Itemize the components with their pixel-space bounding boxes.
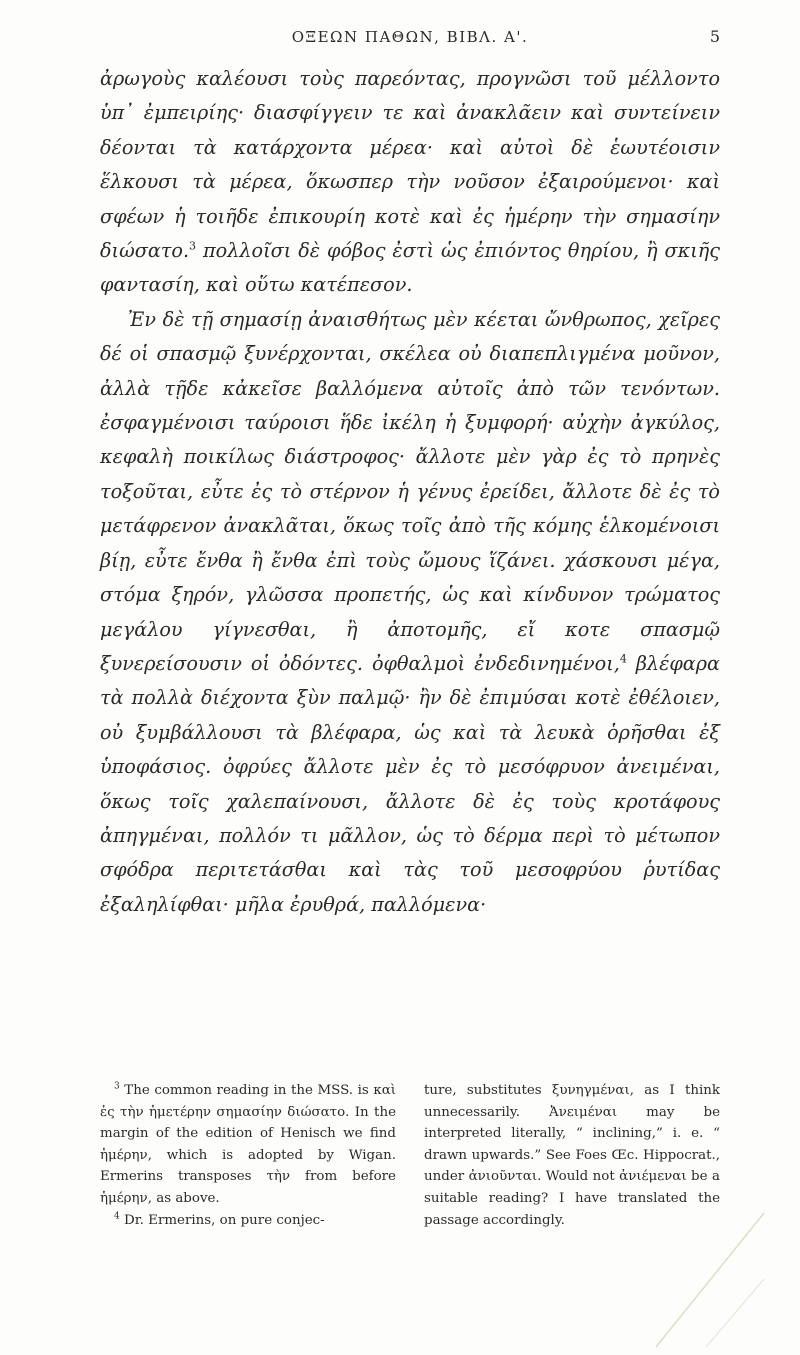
- paragraph-1-tail: πολλοῖσι δὲ φόβος ἐστὶ ὡς ἐπιόντος θηρίου, ἢ σκιῆς φαντασίη, καὶ οὕτω κατέπεσον.: [100, 239, 720, 297]
- page-corner-pencil-mark: [646, 1209, 766, 1349]
- running-title: ΟΞΕΩΝ ΠΑΘΩΝ, ΒΙΒΛ. Α'.: [291, 28, 529, 46]
- paragraph-2: [100, 303, 720, 922]
- footnote-ref-3[interactable]: 3: [189, 239, 197, 253]
- paragraph-2-text-a: Ἐν δὲ τῇ σημασίῃ ἀναισθήτως μὲν κέεται ὤνθρωπος, χεῖρες δέ οἱ σπασμῷ ξυνέρχονται, σκέλεα οὐ διαπεπλιγμένα μοῦνον, ἀλλὰ τῇδε κἀκεῖσε βαλλόμενα αὐτοῖς ἀπὸ τῶν τενόντων. ἐσφαγμένοισι ταύροισι ἥδε ἰκέλη ἡ ξυμφορή· αὐχὴν ἀγκύλος, κεφαλὴ ποικίλως διάστροφος· ἄλλοτε μὲν γὰρ ἐς τὸ πρηνὲς τοξοῦται, εὖτε ἐς τὸ στέρνον ἡ γένυς ἐρείδει, ἄλλοτε δὲ ἐς τὸ μετάφρενον ἀνακλᾶται, ὅκως τοῖς ἀπὸ τῆς κόμης ἑλκομένοισι βίῃ, εὖτε ἔνθα ἢ ἔνθα ἐπὶ τοὺς ὤμους ἵζάνει. χάσκουσι μέγα, στόμα ξηρόν, γλῶσσα προπετής, ὡς καὶ κίνδυνον τρώματος μεγάλου γίγνεσθαι, ἢ ἀποτομῆς, εἴ κοτε σπασμῷ ξυνερείσουσιν οἱ ὀδόντες. ὀφθαλμοὶ ἐνδεδινημένοι,: [100, 307, 720, 675]
- footnote-4-text-end: ture, substitutes ξυνηγμέναι, as I think unnecessarily. Ἀνειμέναι may be interpreted literally, “ inclining,” i. e. “ drawn upwards.” See Foes Œc. Hippocrat., under ἀνιοῦνται. Would not ἀνιέμεναι be a suitable reading? I have translated the passage accordingly.: [424, 1083, 720, 1228]
- footnotes: [100, 1080, 720, 1231]
- footnote-4-text-start: Dr. Ermerins, on pure conjec-: [119, 1212, 325, 1228]
- running-head: [100, 22, 720, 54]
- footnote-3-number: 3: [114, 1081, 120, 1092]
- paragraph-2-text-b: βλέφαρα τὰ πολλὰ διέχοντα ξὺν παλμῷ· ἢν δὲ ἐπιμύσαι κοτὲ ἐθέλοιεν, οὐ ξυμβάλλουσι τὰ βλέφαρα, ὡς καὶ τὰ λευκὰ ὁρῆσθαι ἐξ ὑποφάσιος. ὀφρύες ἄλλοτε μὲν ἐς τὸ μεσόφρυον ἀνειμέναι, ὅκως τοῖς χαλεπαίνουσι, ἄλλοτε δὲ ἐς τοὺς κροτάφους ἀπηγμέναι, πολλόν τι μᾶλλον, ὡς τὸ δέρμα περὶ τὸ μέτωπον σφόδρα περιτετάσθαι καὶ τὰς τοῦ μεσοφρύου ῥυτίδας ἐξαληλίφθαι· μῆλα ἐρυθρά, παλλόμενα·: [100, 651, 721, 916]
- page-number: 5: [709, 27, 720, 46]
- footnote-4-number: 4: [114, 1211, 120, 1222]
- footnote-3: [100, 1080, 396, 1210]
- footnotes-left-column: [100, 1080, 396, 1231]
- paragraph-1: [100, 62, 720, 303]
- main-text: [100, 62, 720, 922]
- footnote-4: [100, 1210, 396, 1232]
- paragraph-1-text: ἀρωγοὺς καλέουσι τοὺς παρεόντας, προγνῶσι τοῦ μέλλοντο ὑπ᾿ ἐμπειρίης· διασφίγγειν τε καὶ ἀνακλᾶειν καὶ συντείνειν δέονται τὰ κατάρχοντα μέρεα· καὶ αὐτοὶ δὲ ἑωυτέοισιν ἕλκουσι τὰ μέρεα, ὅκωσπερ τὴν νοῦσον ἐξαιρούμενοι· καὶ σφέων ἡ τοιῆδε ἐπικουρίη κοτὲ καὶ ἐς ἡμέρην τὴν σημασίην διώσατο.: [100, 67, 720, 263]
- footnote-3-text: The common reading in the MSS. is καὶ ἐς τὴν ἡμετέρην σημασίην διώσατο. In the margin of the edition of Henisch we find ἡμέρην, which is adopted by Wigan. Ermerins transposes τὴν from before ἡμέρην, as above.: [100, 1083, 396, 1206]
- footnote-ref-4[interactable]: 4: [619, 652, 627, 666]
